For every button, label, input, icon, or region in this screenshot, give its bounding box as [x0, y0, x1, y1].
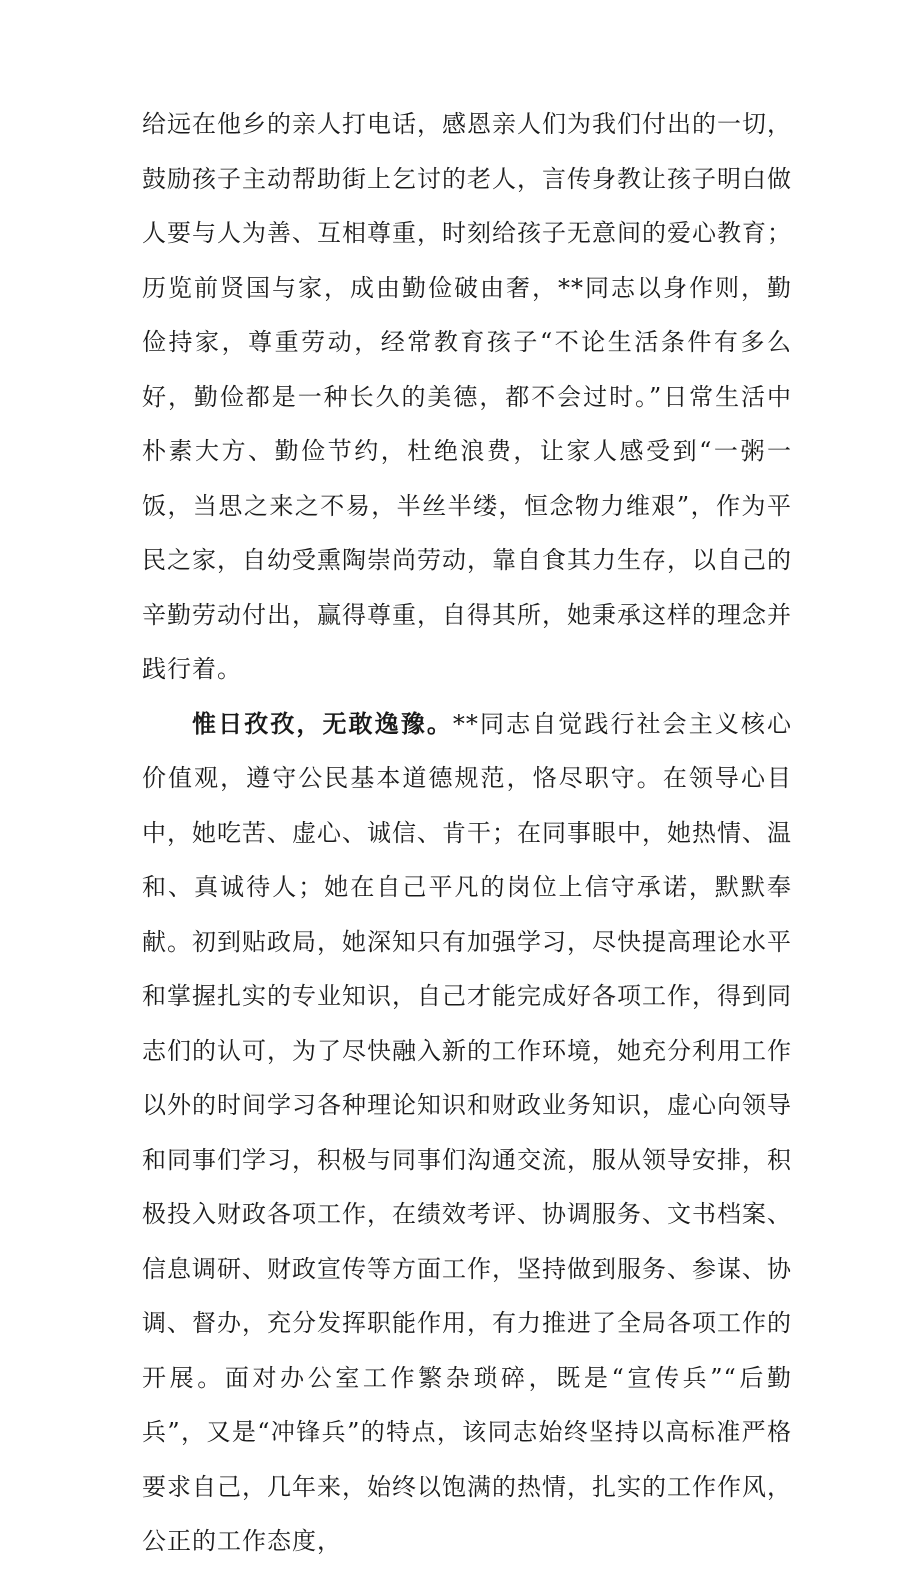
paragraph-2 — [142, 697, 792, 1569]
paragraph-1: 给远在他乡的亲人打电话，感恩亲人们为我们付出的一切，鼓励孩子主动帮助街上乞讨的老人，言传身教让孩子明白做人要与人为善、互相尊重，时刻给孩子无意间的爱心教育；历览前贤国与家，成由勤俭破由奢，**同志以身作则，勤俭持家，尊重劳动，经常教育孩子“不论生活条件有多么好，勤俭都是一种长久的美德，都不会过时。”日常生活中朴素大方、勤俭节约，杜绝浪费，让家人感受到“一粥一饭，当思之来之不易，半丝半缕，恒念物力维艰”，作为平民之家，自幼受熏陶崇尚劳动，靠自食其力生存，以自己的辛勤劳动付出，赢得尊重，自得其所，她秉承这样的理念并践行着。 — [142, 110, 792, 683]
paragraph-2-body: **同志自觉践行社会主义核心价值观，遵守公民基本道德规范，恪尽职守。在领导心目中，她吃苦、虚心、诚信、肯干；在同事眼中，她热情、温和、真诚待人；她在自己平凡的岗位上信守承诺，默默奉献。初到贴政局，她深知只有加强学习，尽快提高理论水平和掌握扎实的专业知识，自己才能完成好各项工作，得到同志们的认可，为了尽快融入新的工作环境，她充分利用工作以外的时间学习各种理论知识和财政业务知识，虚心向领导和同事们学习，积极与同事们沟通交流，服从领导安排，积极投入财政各项工作，在绩效考评、协调服务、文书档案、信息调研、财政宣传等方面工作，坚持做到服务、参谋、协调、督办，充分发挥职能作用，有力推进了全局各项工作的开展。面对办公室工作繁杂琐碎，既是“宣传兵”“后勤兵”，又是“冲锋兵”的特点，该同志始终坚持以高标准严格要求自己，几年来，始终以饱满的热情，扎实的工作作风，公正的工作态度， — [142, 709, 793, 1555]
document-body — [142, 97, 792, 1569]
paragraph-2-lead-sentence: 惟日孜孜，无敢逸豫。 — [192, 708, 453, 738]
